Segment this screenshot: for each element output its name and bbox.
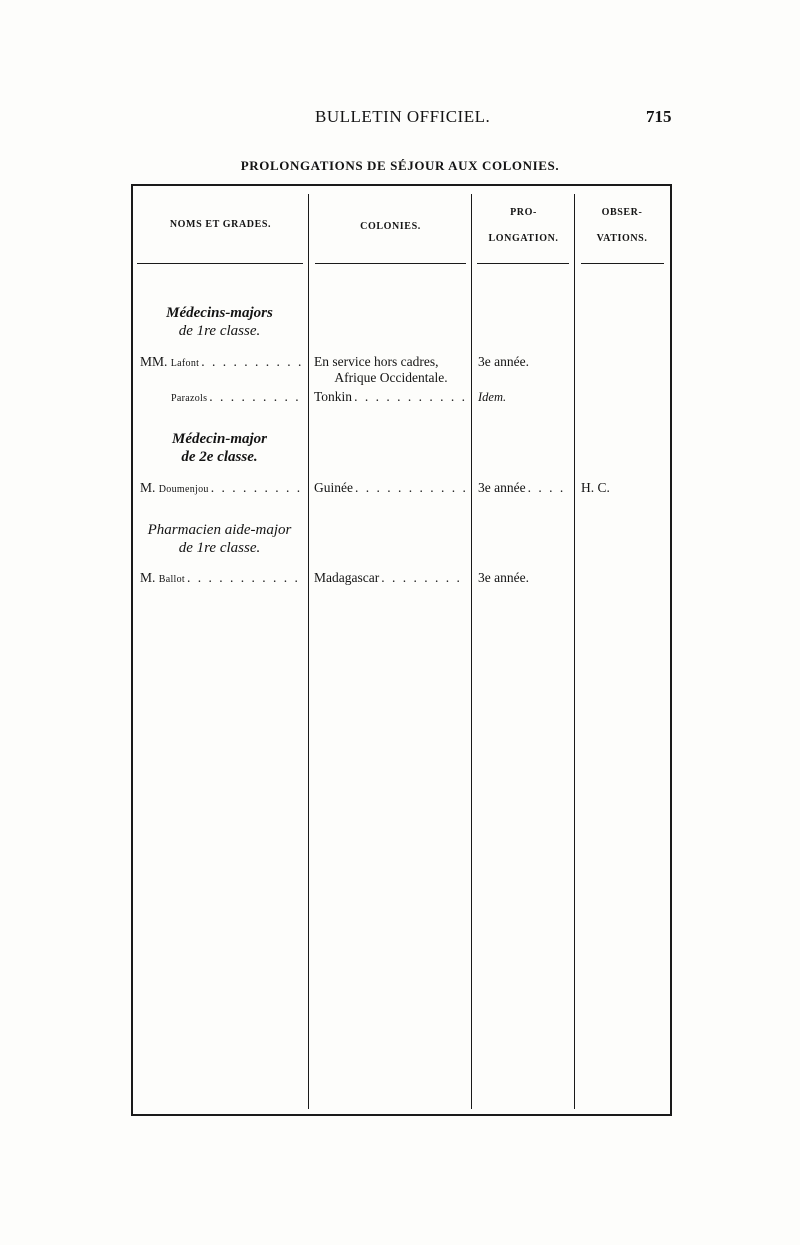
table-title: PROLONGATIONS DE SÉJOUR AUX COLONIES. (240, 158, 560, 173)
section-heading-line2: de 2e classe. (181, 449, 258, 465)
section-heading (132, 430, 307, 466)
person-name: Lafont (170, 358, 200, 369)
colony-name: Madagascar (314, 570, 380, 585)
column-header-names: NOMS ET GRADES. (169, 219, 272, 230)
prolongation-value: 3e année. (478, 354, 529, 369)
section-heading-line1: Médecin-major (172, 431, 267, 447)
name-cell (140, 480, 304, 498)
column-header-observations-line2: VATIONS. (596, 233, 648, 244)
section-heading (132, 521, 307, 557)
colony-name: En service hors cadres, (314, 354, 439, 369)
column-divider (308, 194, 309, 1109)
name-cell (171, 389, 304, 407)
header-rule (315, 263, 466, 264)
name-cell (140, 570, 304, 588)
name-prefix: MM. (140, 354, 168, 369)
column-divider (471, 194, 472, 1109)
person-name: Parazols (171, 393, 208, 404)
column-header-colonies: COLONIES. (360, 221, 421, 232)
column-header-prolongation (473, 200, 574, 252)
section-heading (132, 304, 307, 340)
colony-name: Tonkin (314, 389, 353, 404)
column-divider (574, 194, 575, 1109)
observation-value: H. C. (581, 480, 610, 495)
section-heading-line1: Médecins-majors (166, 305, 273, 321)
column-header-prolongation-line1: PRO- (510, 207, 537, 218)
colony-cell (314, 480, 468, 496)
header-rule (477, 263, 569, 264)
name-prefix: M. (140, 480, 156, 495)
person-name: Doumenjou (158, 484, 209, 495)
prolongation-value: 3e année. (478, 570, 529, 585)
column-header-prolongation-line2: LONGATION. (488, 233, 559, 244)
prolongation-cell (478, 480, 570, 496)
colony-name: Guinée (314, 480, 353, 495)
name-cell (140, 354, 304, 372)
person-name: Ballot (158, 574, 186, 585)
section-heading-line2: de 1re classe. (178, 540, 261, 556)
colony-cell (314, 570, 468, 586)
prolongation-value: 3e année (478, 480, 526, 495)
running-title: BULLETIN OFFICIEL. (315, 107, 491, 126)
name-prefix: M. (140, 570, 156, 585)
column-header-observations (576, 200, 668, 252)
prolongation-value: Idem. (478, 390, 507, 404)
header-rule (137, 263, 303, 264)
colony-cell (314, 389, 468, 405)
page-number: 715 (646, 107, 672, 126)
colony-name-line2: Afrique Occidentale. (334, 370, 448, 385)
colony-cell (314, 354, 468, 386)
column-header-observations-line1: OBSER- (601, 207, 643, 218)
section-heading-line1: Pharmacien aide-major (147, 522, 292, 538)
section-heading-line2: de 1re classe. (178, 323, 261, 339)
header-rule (581, 263, 664, 264)
